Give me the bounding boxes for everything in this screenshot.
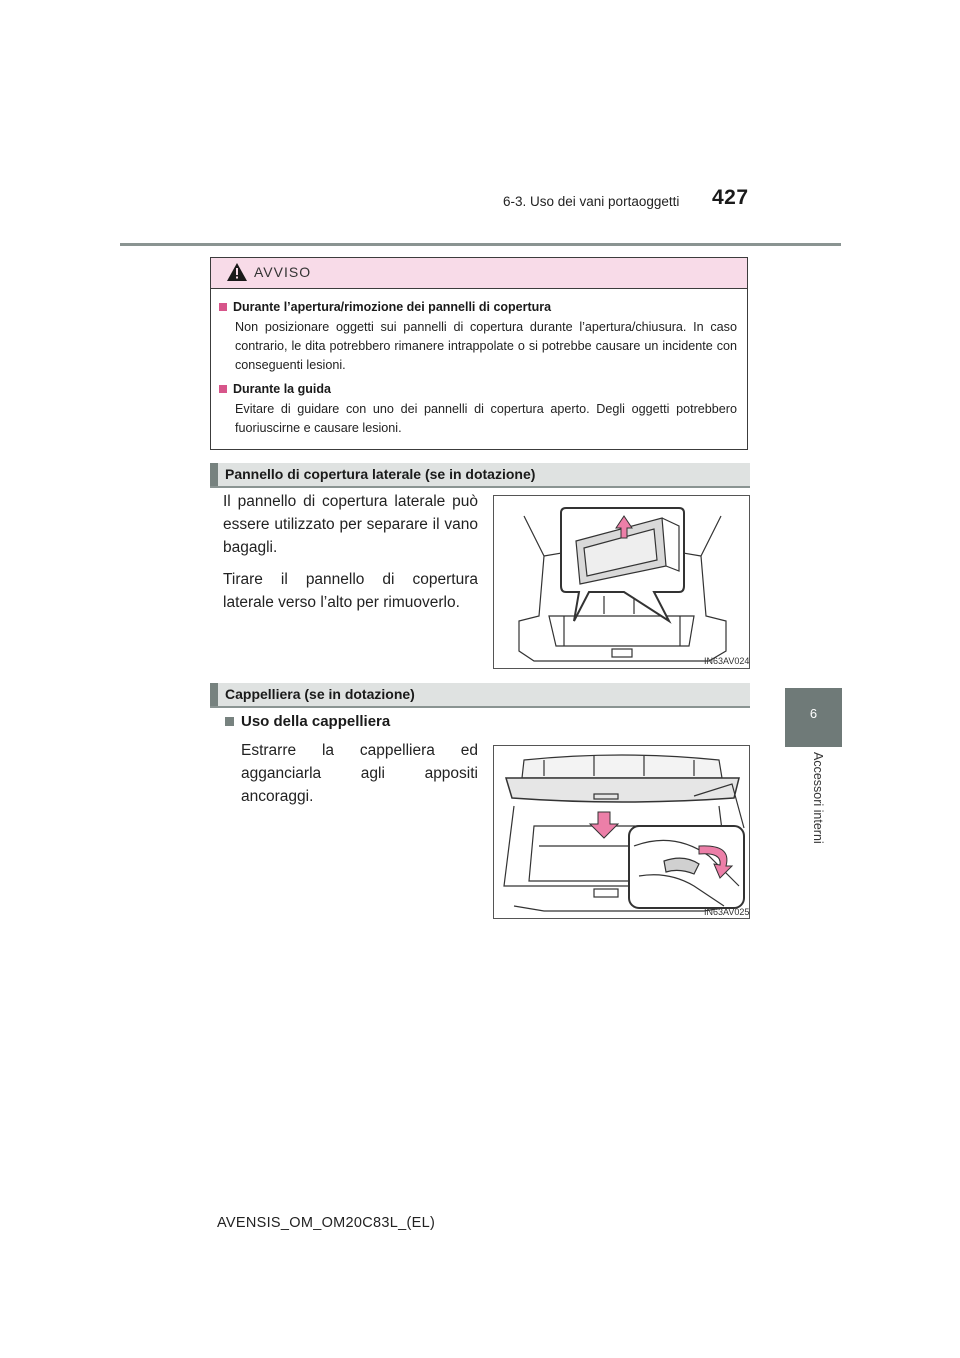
section-bar: [210, 683, 750, 706]
chapter-tab-number: 6: [809, 706, 818, 721]
section-side-panel-header: [210, 463, 750, 488]
tonneau-illustration: [493, 745, 750, 919]
square-bullet-icon: [219, 303, 227, 311]
tonneau-text: [241, 739, 478, 808]
section-title-side-panel: Pannello di copertura laterale (se in dotazione): [225, 466, 536, 482]
warning-box: [210, 257, 748, 450]
cargo-side-panel-drawing: [494, 496, 750, 669]
section-rule: [210, 706, 750, 708]
warning-triangle-icon: [227, 263, 247, 281]
section-bar: [210, 463, 750, 486]
warning-item: [219, 381, 737, 397]
header-rule: [120, 243, 841, 246]
section-title-tonneau: Cappelliera (se in dotazione): [225, 686, 415, 702]
square-bullet-icon: [225, 717, 234, 726]
chapter-tab[interactable]: [785, 688, 842, 747]
warning-item-heading: Durante la guida: [233, 382, 331, 396]
section-title: 6-3. Uso dei vani portaoggetti: [503, 194, 680, 209]
side-panel-illustration: [493, 495, 750, 669]
paragraph: Tirare il pannello di copertura laterale verso l’alto per rimuoverlo.: [223, 571, 478, 611]
document-code: AVENSIS_OM_OM20C83L_(EL): [217, 1215, 436, 1231]
side-panel-text: [223, 490, 478, 614]
section-tonneau-header: [210, 683, 750, 708]
warning-header: [211, 258, 747, 289]
chapter-label: Accessori interni: [811, 752, 825, 844]
subheading-text: Uso della cappelliera: [241, 713, 391, 730]
cargo-tonneau-drawing: [494, 746, 750, 919]
warning-body: [211, 289, 747, 438]
section-rule: [210, 486, 750, 488]
warning-item-text: Evitare di guidare con uno dei pannelli di copertura aperto. Degli oggetti potrebbero fuoriuscirne e causare lesioni.: [235, 402, 737, 435]
paragraph: Il pannello di copertura laterale può essere utilizzato per separare il vano bagagli.: [223, 493, 478, 556]
page-number: 427: [712, 186, 749, 209]
warning-title: AVVISO: [254, 264, 312, 280]
tonneau-subheading: [225, 713, 390, 730]
image-code: IN63AV025: [704, 907, 750, 917]
warning-item-text: Non posizionare oggetti sui pannelli di copertura durante l’apertura/chiusura. In caso contrario, le dita potrebbero rimanere intrappolate o si potrebbe causare un incidente con conseguenti lesioni.: [235, 320, 737, 372]
warning-item-heading: Durante l’apertura/rimozione dei pannelli di copertura: [233, 300, 552, 314]
square-bullet-icon: [219, 385, 227, 393]
paragraph: Estrarre la cappelliera ed agganciarla agli appositi ancoraggi.: [241, 742, 478, 805]
warning-item: [219, 299, 737, 315]
image-code: IN63AV024: [704, 656, 750, 666]
